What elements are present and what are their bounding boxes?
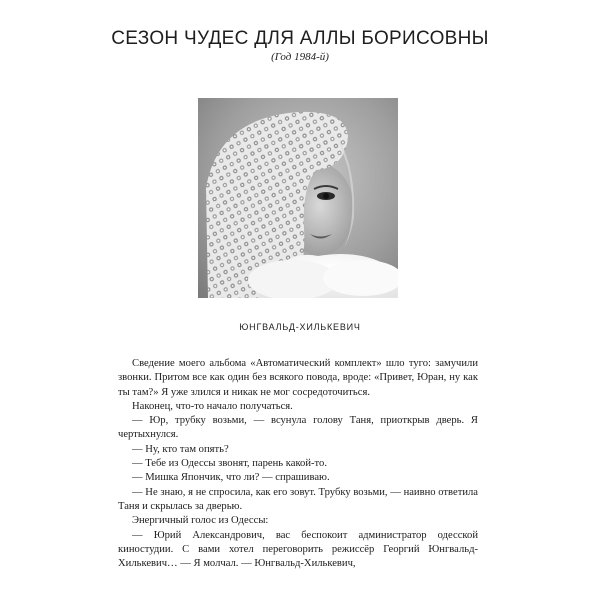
paragraph: — Юрий Александрович, вас беспокоит администратор одесской киностудии. С вами хотел переговорить режиссёр Георгий Юнгвальд-Хилькевич… — Я молчал. — Юнгвальд-Хилькевич, — [118, 529, 478, 570]
paragraph: — Мишка Япончик, что ли? — спрашиваю. — [132, 472, 330, 484]
paragraph: Энергичный голос из Одессы: — [132, 515, 269, 527]
paragraph: — Ну, кто там опять? — [132, 443, 229, 455]
paragraph: Сведение моего альбома «Автоматический комплект» шло туго: замучили звонки. Притом все как один без всякого повода, вроде: «Привет, Юран, ну как ты там?» Я уже злился и никак не мог сосредоточиться. — [118, 358, 478, 398]
chapter-title: СЕЗОН ЧУДЕС ДЛЯ АЛЛЫ БОРИСОВНЫ — [111, 28, 489, 49]
chapter-subtitle: (Год 1984-й) — [271, 51, 329, 63]
paragraph: — Не знаю, я не спросила, как его зовут. Трубку возьми, — наивно ответила Таня и скрылась за дверью. — [118, 486, 478, 512]
author-byline: ЮНГВАЛЬД-ХИЛЬКЕВИЧ — [239, 322, 361, 332]
portrait-photo — [198, 98, 398, 298]
veiled-woman-photo — [198, 98, 398, 298]
paragraph: Наконец, что-то начало получаться. — [132, 400, 293, 412]
paragraph: — Тебе из Одессы звонят, парень какой-то. — [132, 458, 327, 470]
body-text — [118, 357, 478, 571]
paragraph: — Юр, трубку возьми, — всунула голову Таня, приоткрыв дверь. Я чертыхнулся. — [118, 415, 478, 441]
